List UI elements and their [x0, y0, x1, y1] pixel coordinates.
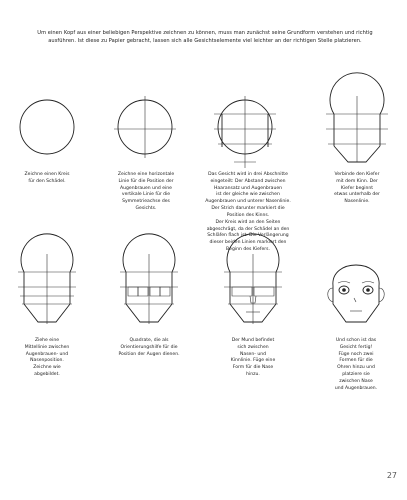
step-3-figure [210, 92, 280, 172]
head-sections-sketch [210, 92, 280, 172]
step-3-caption: Das Gesicht wird in drei Abschnitte eingeteilt: Der Abstand zwischen Haaransatz und Augenbrauen ist der gleiche wie zwischen Augenbrauen und unterer Nasenlinie. Der Strich darunter markiert die Position des Kinns. Der Kreis wird an den Seiten abgeschrägt, da der Schädel an den Schläfen flach ist. Die Verlängerung dieser beiden Linien markiert den Beginn des Kiefers. [205, 172, 291, 252]
step-5-figure [16, 252, 78, 332]
page-number: 27 [386, 471, 397, 480]
step-2-caption: Zeichne eine horizontale Linie für die Position der Augenbrauen und eine vertikale Linie für die Symmetrieachse des Gesichts. [117, 172, 175, 212]
step-6-caption: Quadrate, die als Orientierungshilfe für die Position der Augen dienen. [118, 338, 180, 357]
circle-cross-sketch [110, 92, 180, 162]
step-8-caption: Und schon ist das Gesicht fertig! Füge noch zwei Formen für die Ohren hinzu und platziere sie zwischen Nase und Augenbrauen. [334, 338, 378, 391]
eye-boxes-sketch [118, 252, 180, 332]
midline-sketch [16, 252, 78, 332]
step-7-caption: Der Mund befindet sich zwischen Nasen- und Kinnlinie. Füge eine Form für die Nase hinzu. [230, 338, 276, 378]
step-4-figure [322, 92, 392, 172]
intro-text: Um einen Kopf aus einer beliebigen Perspektive zeichnen zu können, muss man zunächst seine Grundform verstehen und richtig ausführen. Ist diese zu Papier gebracht, lassen sich alle Gesichtselemente viel leichter an der richtigen Stelle platzieren. [37, 30, 373, 44]
step-6-figure [118, 252, 180, 332]
step-2-figure [110, 92, 180, 162]
step-8-figure [322, 250, 390, 332]
jaw-sketch [322, 92, 392, 172]
mouth-nose-sketch [222, 252, 284, 332]
step-7-figure [222, 252, 284, 332]
circle-sketch [17, 92, 77, 162]
step-1-caption: Zeichne einen Kreis für den Schädel. [24, 172, 70, 184]
step-5-caption: Ziehe eine Mittellinie zwischen Augenbrauen- und Nasenposition. Zeichne wie abgebildet. [24, 338, 70, 378]
step-4-caption: Verbinde den Kiefer mit dem Kinn. Der Kiefer beginnt etwas unterhalb der Nasenlinie. [334, 172, 380, 205]
finished-face-sketch [322, 250, 390, 332]
step-1-figure [17, 92, 77, 162]
